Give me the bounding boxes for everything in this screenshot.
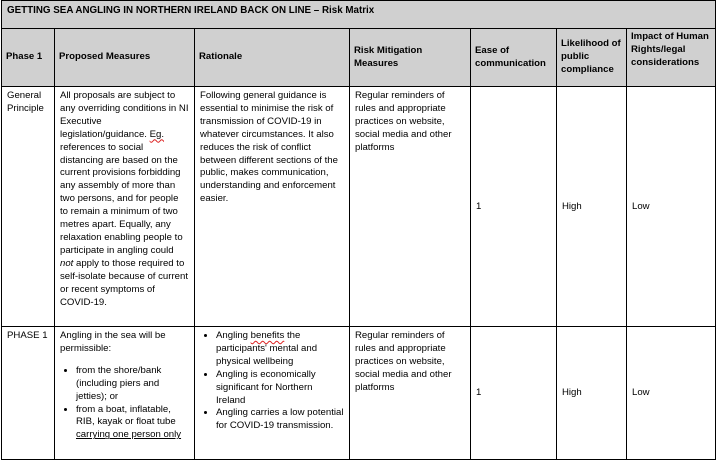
rationale-b1-rest: the participants' mental and physical wellbeing [216, 330, 318, 367]
list-item [216, 330, 344, 369]
row2-measures [55, 327, 195, 460]
row1-impact: Low [627, 87, 716, 327]
list-item: • Angling is economically significant for Northern Ireland [216, 369, 344, 408]
table-title: GETTING SEA ANGLING IN NORTHERN IRELAND BACK ON LINE – Risk Matrix [2, 1, 716, 29]
row1-measures-text-3: apply to those required to self-isolate because of current or recent symptoms of COVID-19. [60, 257, 188, 308]
title-row [2, 1, 716, 29]
row1-measures-text-1: All proposals are subject to any overriding conditions in NI Executive legislation/guidance. [60, 90, 189, 140]
row2-measures-list [60, 365, 189, 442]
header-likelihood-compliance: Likelihood of public compliance [557, 29, 627, 87]
row1-measures-text-2: references to social distancing are based on the current provisions forbidding any assembly of more than two persons, and for people to remain a minimum of two metres apart. Equally, any relaxation enabling people to participate in angling could [60, 141, 183, 256]
header-ease-of-communication: Ease of communication [471, 29, 557, 87]
rationale-b1-text: Angling [216, 330, 251, 341]
table-row [2, 327, 716, 460]
row1-measures [55, 87, 195, 327]
row1-measures-not: not [60, 257, 74, 269]
row2-measures-item2-underlined: carrying one person only [76, 429, 182, 441]
header-proposed-measures: Proposed Measures [55, 29, 195, 87]
row2-likelihood: High [557, 327, 627, 460]
rationale-b1-benefits: benefits [250, 330, 285, 341]
row1-measures-eg: Eg. [149, 128, 165, 140]
list-item: • from the shore/bank (including piers and jetties); or [76, 365, 189, 404]
row2-ease: 1 [471, 327, 557, 460]
row1-likelihood: High [557, 87, 627, 327]
header-phase: Phase 1 [2, 29, 55, 87]
row2-mitigation: Regular reminders of rules and appropriate practices on website, social media and other platforms [350, 327, 471, 460]
row2-measures-intro: Angling in the sea will be permissible: [60, 330, 166, 354]
row2-impact: Low [627, 327, 716, 460]
row1-ease: 1 [471, 87, 557, 327]
row2-phase: PHASE 1 [2, 327, 55, 460]
row2-measures-item2-text: from a boat, inflatable, RIB, kayak or float tube [76, 403, 176, 428]
table-row [2, 87, 716, 327]
risk-matrix-table [1, 0, 716, 460]
header-rationale: Rationale [195, 29, 350, 87]
row2-rationale-list [200, 330, 344, 433]
row1-mitigation: Regular reminders of rules and appropriate practices on website, social media and other platforms [350, 87, 471, 327]
header-row [2, 29, 716, 87]
list-item: • Angling carries a low potential for COVID-19 transmission. [216, 407, 344, 433]
row1-phase: General Principle [2, 87, 55, 327]
list-item [76, 404, 189, 443]
row2-rationale [195, 327, 350, 460]
header-impact-human-rights: Impact of Human Rights/legal considerations [627, 29, 716, 87]
row1-rationale: Following general guidance is essential to minimise the risk of transmission of COVID-19 in whatever circumstances. It also reduces the risk of conflict between different sections of the public, makes communication, understanding and enforcement easier. [195, 87, 350, 327]
header-risk-mitigation: Risk Mitigation Measures [350, 29, 471, 87]
